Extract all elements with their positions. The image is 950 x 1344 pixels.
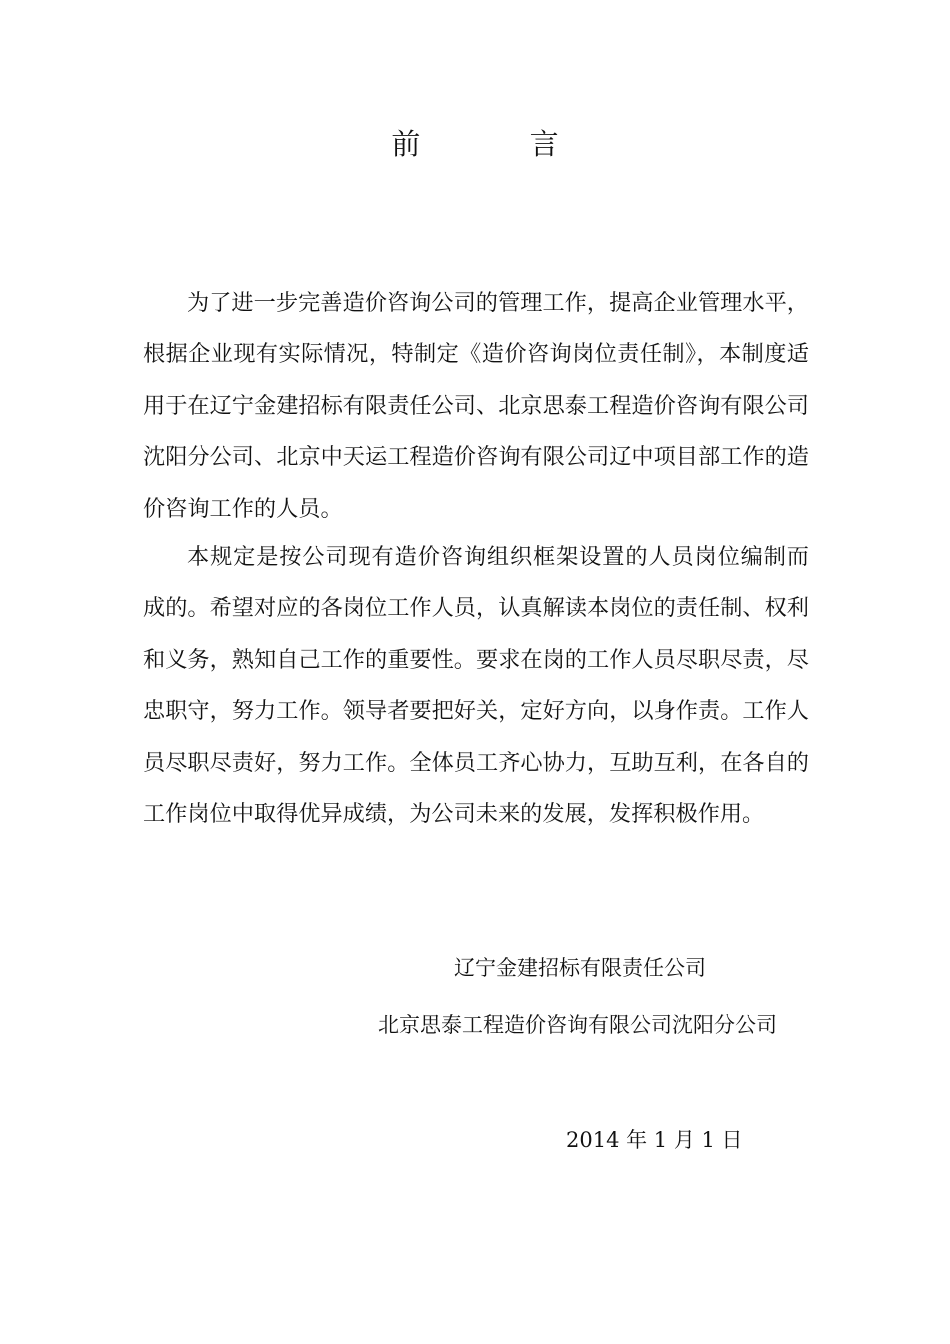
paragraph-line: 员尽职尽责好，努力工作。全体员工齐心协力，互助互利，在各自的 [143, 749, 809, 776]
paragraph-2 [143, 532, 809, 840]
paragraph-line: 和义务，熟知自己工作的重要性。要求在岗的工作人员尽职尽责，尽 [143, 646, 809, 673]
signature-company-1: 辽宁金建招标有限责任公司 [454, 956, 706, 980]
paragraph-line: 工作岗位中取得优异成绩，为公司未来的发展，发挥积极作用。 [143, 801, 765, 828]
paragraph-line: 价咨询工作的人员。 [143, 495, 343, 522]
paragraph-line: 根据企业现有实际情况，特制定《造价咨询岗位责任制》，本制度适 [143, 341, 809, 368]
paragraph-line: 成的。希望对应的各岗位工作人员，认真解读本岗位的责任制、权利 [143, 595, 809, 622]
paragraph-line: 沈阳分公司、北京中天运工程造价咨询有限公司辽中项目部工作的造 [143, 444, 809, 471]
paragraph-line: 为了进一步完善造价咨询公司的管理工作，提高企业管理水平， [187, 290, 809, 316]
paragraph-line: 本规定是按公司现有造价咨询组织框架设置的人员岗位编制而 [187, 544, 809, 570]
paragraph-line: 用于在辽宁金建招标有限责任公司、北京思泰工程造价咨询有限公司 [143, 392, 809, 419]
signature-company-2: 北京思泰工程造价咨询有限公司沈阳分公司 [378, 1013, 777, 1037]
page-title: 前 言 [391, 127, 609, 161]
paragraph-line: 忠职守，努力工作。领导者要把好关，定好方向，以身作责。工作人 [143, 698, 809, 725]
signature-date: 2014 年 1 月 1 日 [566, 1128, 743, 1152]
paragraph-1 [143, 278, 809, 535]
